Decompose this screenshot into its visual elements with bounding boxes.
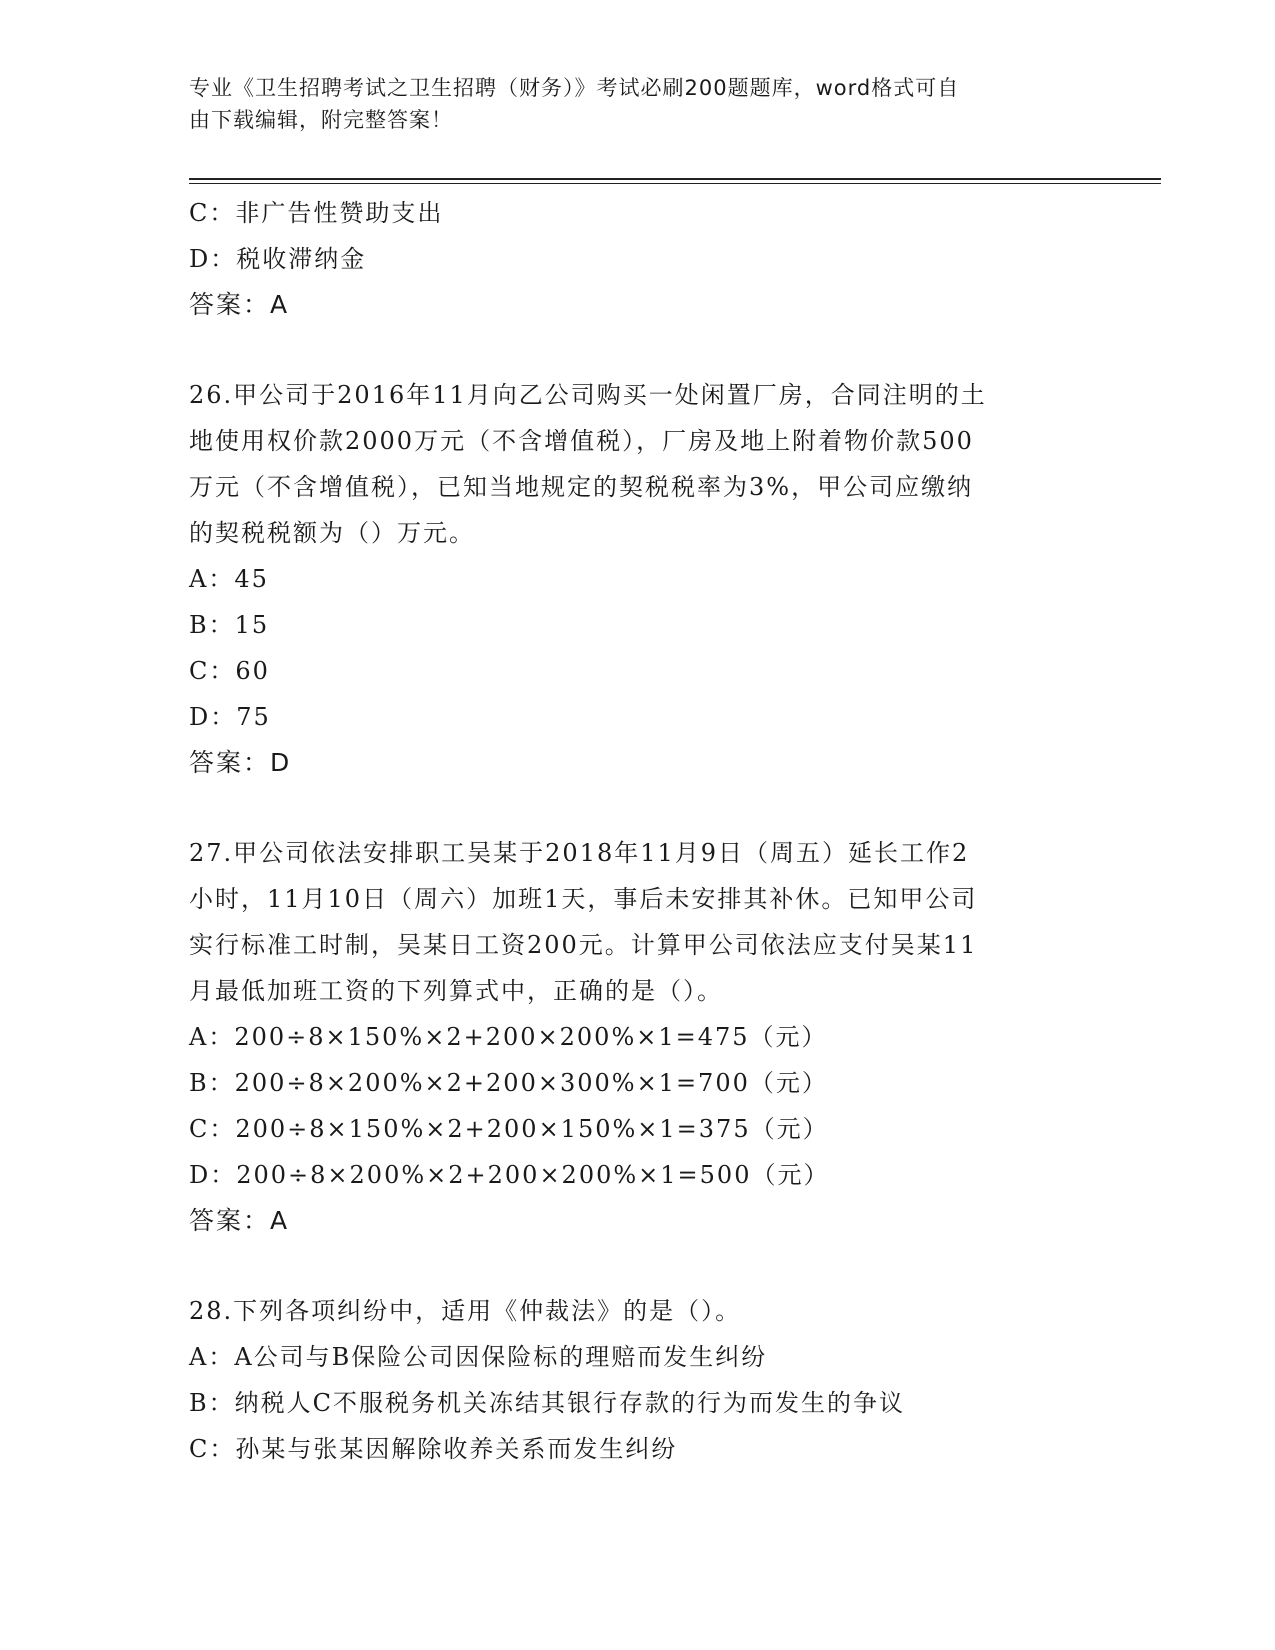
option-b: B：200÷8×200%×2+200×300%×1=700（元） bbox=[189, 1069, 828, 1097]
question-text-line: 实行标准工时制，吴某日工资200元。计算甲公司依法应支付吴某11 bbox=[189, 931, 978, 959]
question-text-line: 地使用权价款2000万元（不含增值税），厂房及地上附着物价款500 bbox=[189, 427, 974, 455]
question-text-line: 月最低加班工资的下列算式中，正确的是（）。 bbox=[189, 977, 723, 1005]
document-body bbox=[189, 190, 1089, 1472]
spacer bbox=[189, 1244, 1089, 1288]
spacer bbox=[189, 786, 1089, 830]
header-divider-thin bbox=[189, 183, 1161, 184]
answer-line: 答案：D bbox=[189, 748, 292, 777]
option-d: D：税收滞纳金 bbox=[189, 245, 367, 273]
document-header bbox=[189, 72, 1089, 136]
option-a: A：A公司与B保险公司因保险标的理赔而发生纠纷 bbox=[189, 1343, 768, 1371]
option-a: A：200÷8×150%×2+200×200%×1=475（元） bbox=[189, 1023, 828, 1051]
question-text-line: 28.下列各项纠纷中，适用《仲裁法》的是（）。 bbox=[189, 1297, 742, 1325]
option-c: C：200÷8×150%×2+200×150%×1=375（元） bbox=[189, 1115, 829, 1143]
option-c: C：非广告性赞助支出 bbox=[189, 199, 444, 227]
option-c: C：孙某与张某因解除收养关系而发生纠纷 bbox=[189, 1435, 678, 1463]
question-text-line: 小时，11月10日（周六）加班1天，事后未安排其补休。已知甲公司 bbox=[189, 885, 978, 913]
option-a: A：45 bbox=[189, 565, 269, 593]
spacer bbox=[189, 328, 1089, 372]
option-b: B：15 bbox=[189, 611, 270, 639]
question-text-line: 的契税税额为（）万元。 bbox=[189, 519, 475, 547]
answer-line: 答案：A bbox=[189, 1206, 290, 1235]
previous-question-tail bbox=[189, 190, 1089, 328]
header-divider-thick bbox=[189, 178, 1161, 180]
header-line-1: 专业《卫生招聘考试之卫生招聘（财务）》考试必刷200题题库，word格式可自 bbox=[189, 76, 960, 100]
answer-line: 答案：A bbox=[189, 290, 290, 319]
header-line-2: 由下载编辑，附完整答案！ bbox=[189, 108, 453, 132]
option-b: B：纳税人C不服税务机关冻结其银行存款的行为而发生的争议 bbox=[189, 1389, 905, 1417]
question-27 bbox=[189, 830, 1089, 1244]
question-28 bbox=[189, 1288, 1089, 1472]
question-text-line: 万元（不含增值税），已知当地规定的契税税率为3%，甲公司应缴纳 bbox=[189, 473, 974, 501]
question-text-line: 27.甲公司依法安排职工吴某于2018年11月9日（周五）延长工作2 bbox=[189, 839, 970, 867]
question-26 bbox=[189, 372, 1089, 786]
option-c: C：60 bbox=[189, 657, 270, 685]
option-d: D：200÷8×200%×2+200×200%×1=500（元） bbox=[189, 1161, 830, 1189]
option-d: D：75 bbox=[189, 703, 271, 731]
question-text-line: 26.甲公司于2016年11月向乙公司购买一处闲置厂房，合同注明的土 bbox=[189, 381, 987, 409]
